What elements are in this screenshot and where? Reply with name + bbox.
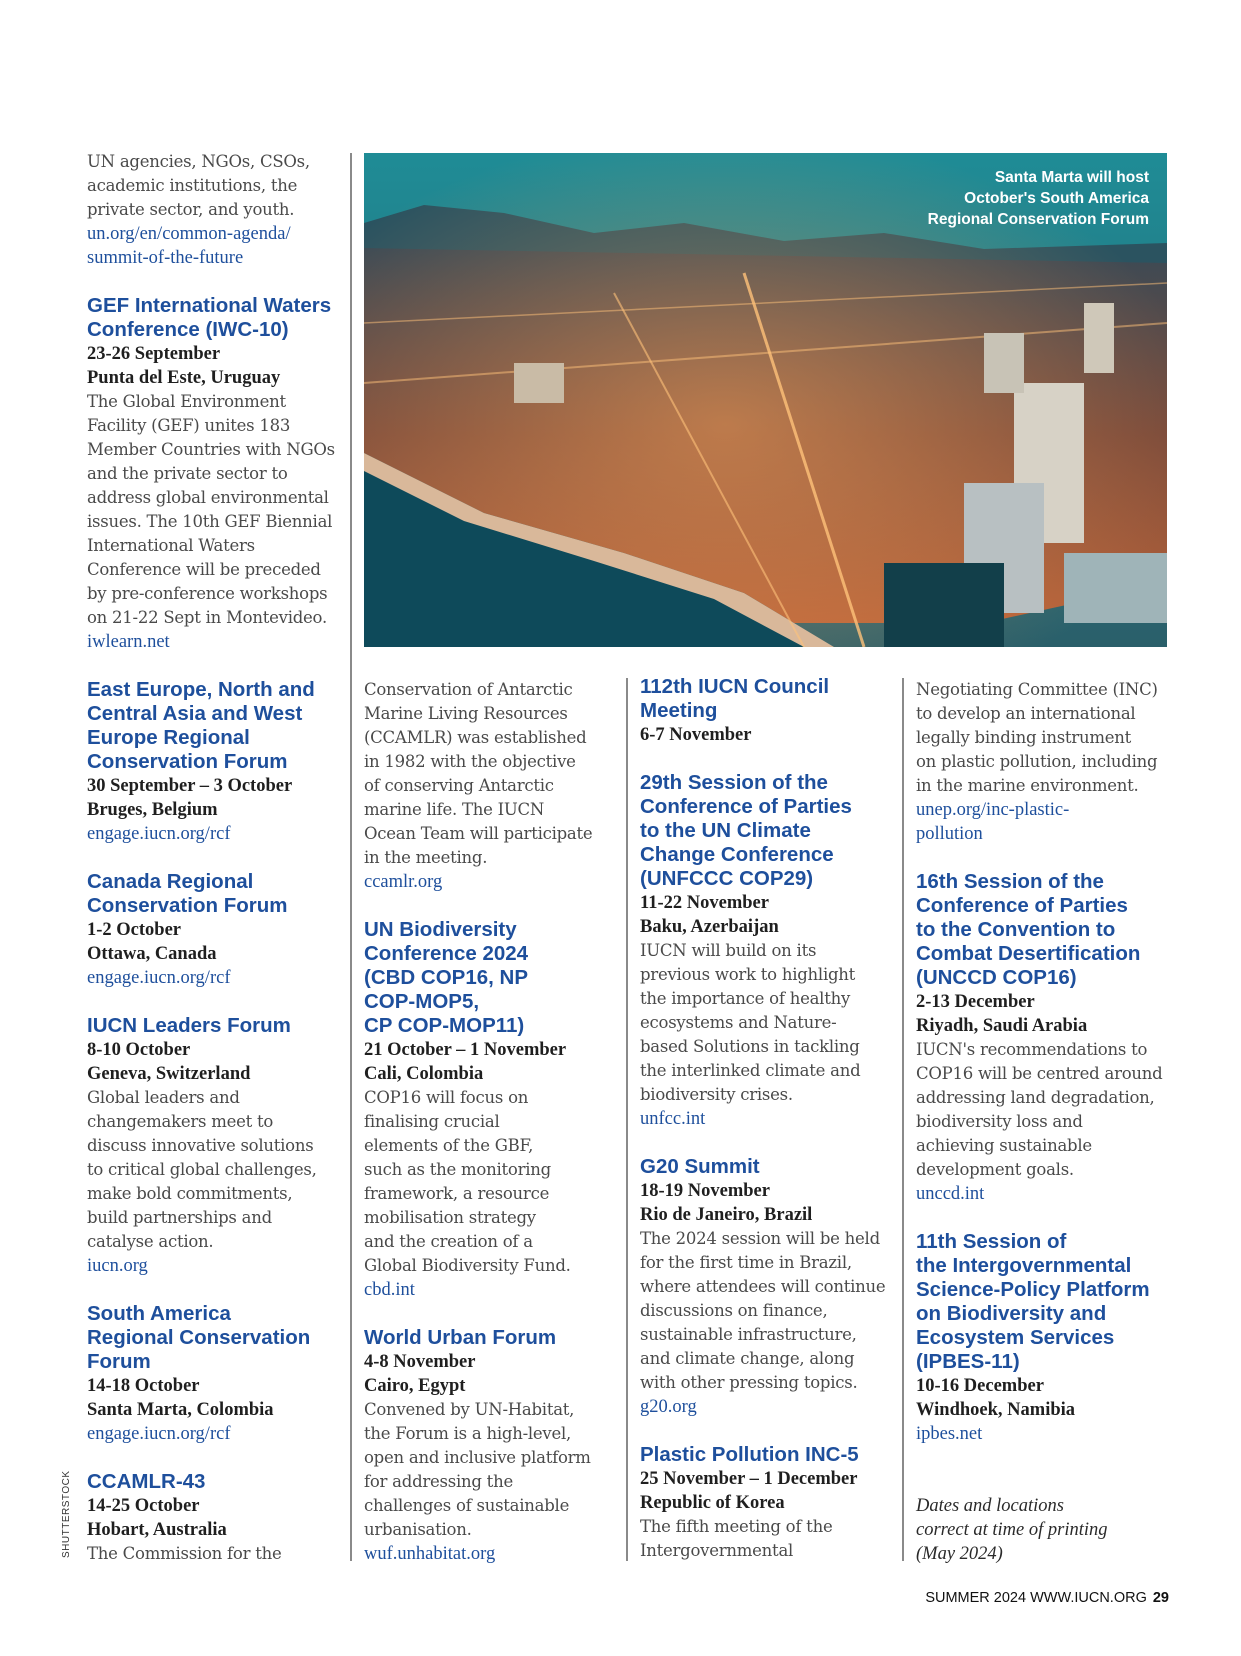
event-place: Punta del Este, Uruguay bbox=[87, 368, 281, 388]
event-desc: Global leaders and changemakers meet to discuss innovative solutions to critical global challenges, make bold commitments, build partnerships and catalyse action. bbox=[87, 1088, 317, 1251]
event-ccamlr bbox=[87, 1470, 349, 1566]
event-title: UN Biodiversity Conference 2024 (CBD COP16, NP COP-MOP5, CP COP-MOP11) bbox=[364, 918, 529, 1037]
event-link[interactable]: iucn.org bbox=[87, 1256, 148, 1276]
event-desc: Convened by UN-Habitat, the Forum is a high-level, open and inclusive platform for addressing the challenges of sustainable urbanisation. bbox=[364, 1400, 591, 1539]
column-divider bbox=[626, 678, 628, 1561]
event-iucn-council bbox=[640, 675, 902, 747]
event-date: 1-2 October bbox=[87, 920, 182, 940]
event-south-america-forum bbox=[87, 1302, 349, 1446]
event-cbd-cop16 bbox=[364, 918, 626, 1302]
event-desc: The 2024 session will be held for the first time in Brazil, where attendees will continue discussions on finance, sustainable infrastructure, and climate change, along with other pressing topics. bbox=[640, 1229, 886, 1392]
event-place: Windhoek, Namibia bbox=[916, 1400, 1076, 1420]
event-desc: The fifth meeting of the Intergovernmental bbox=[640, 1517, 833, 1560]
event-gef bbox=[87, 294, 349, 654]
event-place: Baku, Azerbaijan bbox=[640, 917, 779, 937]
event-date: 30 September – 3 October bbox=[87, 776, 293, 796]
event-link[interactable]: ccamlr.org bbox=[364, 872, 443, 892]
column-1 bbox=[87, 150, 349, 1566]
photo-credit: SHUTTERSTOCK bbox=[61, 1470, 72, 1558]
event-ccamlr-continued bbox=[364, 678, 626, 894]
event-world-urban-forum bbox=[364, 1326, 626, 1566]
event-title: 11th Session of the Intergovernmental Science-Policy Platform on Biodiversity and Ecosystem Services (IPBES-11) bbox=[916, 1230, 1150, 1373]
event-title: South America Regional Conservation Forum bbox=[87, 1302, 311, 1373]
event-link[interactable]: unccd.int bbox=[916, 1184, 985, 1204]
event-inc-continued bbox=[916, 678, 1178, 846]
event-title: CCAMLR-43 bbox=[87, 1470, 206, 1493]
column-divider bbox=[350, 153, 352, 1561]
santa-marta-photo bbox=[364, 153, 1167, 647]
event-title: 112th IUCN Council Meeting bbox=[640, 675, 830, 722]
event-title: Canada Regional Conservation Forum bbox=[87, 870, 288, 917]
printing-note: Dates and locations correct at time of printing (May 2024) bbox=[916, 1496, 1108, 1564]
event-place: Cairo, Egypt bbox=[364, 1376, 466, 1396]
event-date: 8-10 October bbox=[87, 1040, 191, 1060]
event-place: Rio de Janeiro, Brazil bbox=[640, 1205, 813, 1225]
event-desc: The Commission for the bbox=[87, 1544, 282, 1563]
footer-text: SUMMER 2024 WWW.IUCN.ORG bbox=[925, 1590, 1147, 1606]
event-title: 16th Session of the Conference of Parties to the Convention to Combat Desertification (UNCCD COP16) bbox=[916, 870, 1141, 989]
page-number: 29 bbox=[1152, 1590, 1169, 1606]
event-title: GEF International Waters Conference (IWC-10) bbox=[87, 294, 332, 341]
event-date: 10-16 December bbox=[916, 1376, 1044, 1396]
page-footer bbox=[925, 1590, 1169, 1606]
event-europe-forum bbox=[87, 678, 349, 846]
event-desc: Conservation of Antarctic Marine Living Resources (CCAMLR) was established in 1982 with the objective of conserving Antarctic marine life. The IUCN Ocean Team will participate in the meeting. bbox=[364, 680, 593, 867]
event-date: 2-13 December bbox=[916, 992, 1035, 1012]
event-link[interactable]: g20.org bbox=[640, 1397, 697, 1417]
event-link[interactable]: engage.iucn.org/rcf bbox=[87, 824, 231, 844]
event-place: Cali, Colombia bbox=[364, 1064, 484, 1084]
event-place: Riyadh, Saudi Arabia bbox=[916, 1016, 1088, 1036]
event-unccd-cop16 bbox=[916, 870, 1178, 1206]
column-divider bbox=[902, 678, 904, 1561]
event-g20-summit bbox=[640, 1155, 902, 1419]
event-canada-forum bbox=[87, 870, 349, 990]
intro-link[interactable]: un.org/en/common-agenda/ summit-of-the-future bbox=[87, 224, 291, 268]
event-date: 25 November – 1 December bbox=[640, 1469, 858, 1489]
event-leaders-forum bbox=[87, 1014, 349, 1278]
event-link[interactable]: engage.iucn.org/rcf bbox=[87, 968, 231, 988]
intro-text: UN agencies, NGOs, CSOs, academic institutions, the private sector, and youth. bbox=[87, 152, 310, 219]
event-link[interactable]: unfcc.int bbox=[640, 1109, 706, 1129]
event-date: 14-25 October bbox=[87, 1496, 200, 1516]
event-link[interactable]: wuf.unhabitat.org bbox=[364, 1544, 496, 1564]
event-cop29 bbox=[640, 771, 902, 1131]
event-desc: IUCN will build on its previous work to highlight the importance of healthy ecosystems and Nature- based Solutions in tackling the interlinked climate and biodiversity crises. bbox=[640, 941, 861, 1104]
event-date: 23-26 September bbox=[87, 344, 221, 364]
event-place: Santa Marta, Colombia bbox=[87, 1400, 274, 1420]
column-3 bbox=[640, 675, 902, 1563]
event-desc: Negotiating Committee (INC) to develop an international legally binding instrument on plastic pollution, including in the marine environment. bbox=[916, 680, 1158, 795]
event-desc: The Global Environment Facility (GEF) unites 183 Member Countries with NGOs and the private sector to address global environmental issues. The 10th GEF Biennial International Waters Conference will be preceded by pre-conference workshops on 21-22 Sept in Montevideo. bbox=[87, 392, 335, 627]
event-date: 6-7 November bbox=[640, 725, 752, 745]
event-place: Bruges, Belgium bbox=[87, 800, 218, 820]
event-title: Plastic Pollution INC-5 bbox=[640, 1443, 859, 1466]
event-inc5 bbox=[640, 1443, 902, 1563]
event-link[interactable]: ipbes.net bbox=[916, 1424, 983, 1444]
event-link[interactable]: engage.iucn.org/rcf bbox=[87, 1424, 231, 1444]
event-link[interactable]: cbd.int bbox=[364, 1280, 415, 1300]
event-date: 11-22 November bbox=[640, 893, 769, 913]
event-date: 14-18 October bbox=[87, 1376, 200, 1396]
event-date: 18-19 November bbox=[640, 1181, 770, 1201]
event-place: Ottawa, Canada bbox=[87, 944, 217, 964]
column-4 bbox=[916, 678, 1178, 1566]
event-date: 4-8 November bbox=[364, 1352, 476, 1372]
event-link[interactable]: iwlearn.net bbox=[87, 632, 170, 652]
event-desc: COP16 will focus on finalising crucial elements of the GBF, such as the monitoring framework, a resource mobilisation strategy and the creation of a Global Biodiversity Fund. bbox=[364, 1088, 571, 1275]
photo-caption: Santa Marta will host October's South America Regional Conservation Forum bbox=[927, 169, 1149, 228]
event-title: World Urban Forum bbox=[364, 1326, 557, 1349]
event-title: 29th Session of the Conference of Parties to the UN Climate Change Conference (UNFCCC COP29) bbox=[640, 771, 852, 890]
event-title: IUCN Leaders Forum bbox=[87, 1014, 291, 1037]
event-place: Hobart, Australia bbox=[87, 1520, 227, 1540]
event-title: East Europe, North and Central Asia and West Europe Regional Conservation Forum bbox=[87, 678, 315, 773]
event-date: 21 October – 1 November bbox=[364, 1040, 567, 1060]
event-place: Republic of Korea bbox=[640, 1493, 785, 1513]
event-link[interactable]: unep.org/inc-plastic- pollution bbox=[916, 800, 1070, 844]
event-desc: IUCN's recommendations to COP16 will be centred around addressing land degradation, biodiversity loss and achieving sustainable development goals. bbox=[916, 1040, 1163, 1179]
event-place: Geneva, Switzerland bbox=[87, 1064, 251, 1084]
column-2 bbox=[364, 678, 626, 1566]
event-title: G20 Summit bbox=[640, 1155, 760, 1178]
event-ipbes-11 bbox=[916, 1230, 1178, 1446]
